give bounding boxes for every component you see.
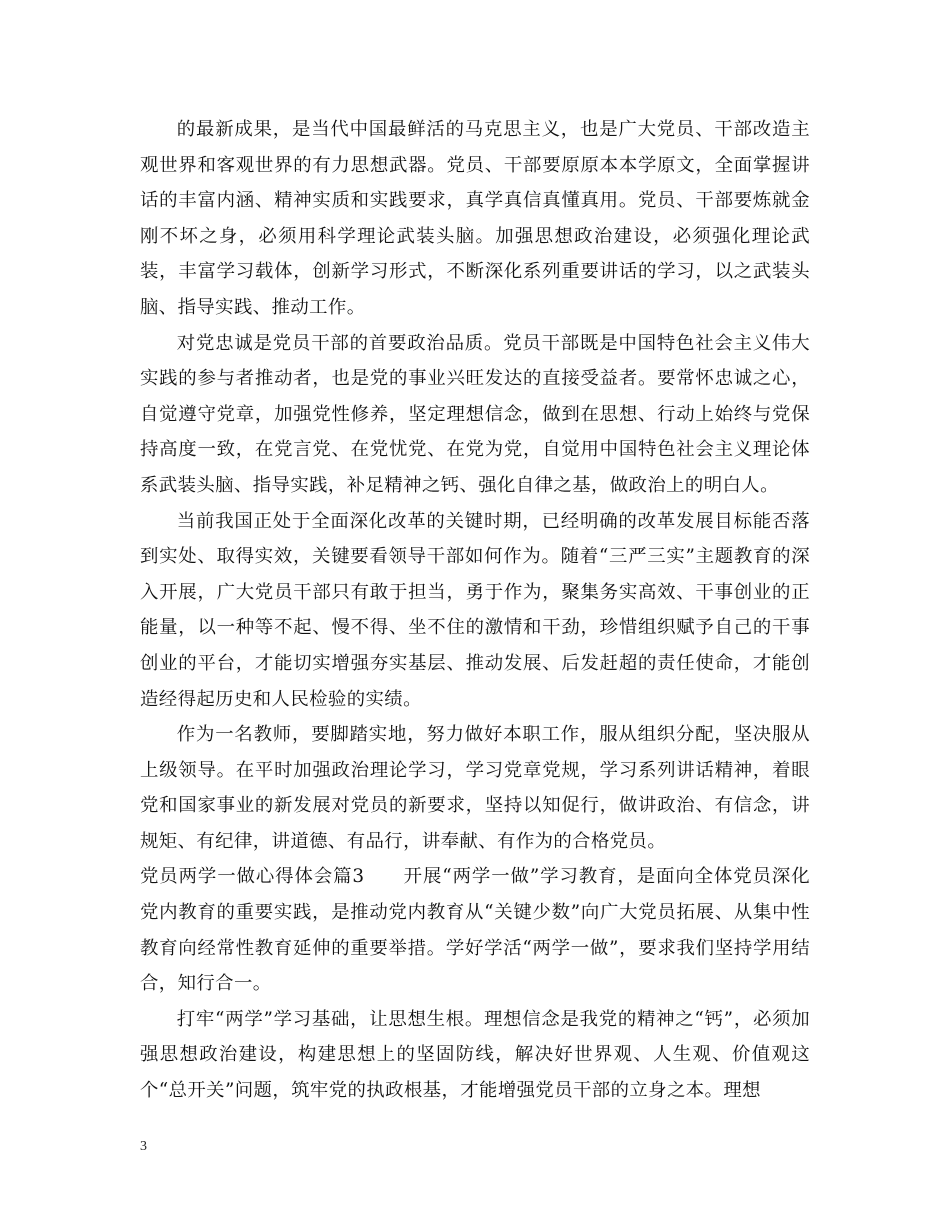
paragraph: 打牢“两学”学习基础，让思想生根。理想信念是我党的精神之“钙”，必须加强思想政治建设，构建思想上的坚固防线，解决好世界观、人生观、价值观这个“总开关”问题，筑牢党的执政根基，才能增强党员干部的立身之本。理想 [140,1008,810,1102]
paragraph: 作为一名教师，要脚踏实地，努力做好本职工作，服从组织分配，坚决服从上级领导。在平时加强政治理论学习，学习党章党规，学习系列讲话精神，着眼党和国家事业的新发展对党员的新要求，坚持以知促行，做讲政治、有信念，讲规矩、有纪律，讲道德、有品行，讲奉献、有作为的合格党员。 [140,724,810,852]
section-heading-paragraph: 党员两学一做心得体会篇3 开展“两学一做”学习教育，是面向全体党员深化党内教育的重要实践，是推动党内教育从“关键少数”向广大党员拓展、从集中性教育向经常性教育延伸的重要举措。学好学活“两学一做”，要求我们坚持学用结合，知行合一。 [140,866,810,995]
paragraph: 当前我国正处于全面深化改革的关键时期，已经明确的改革发展目标能否落到实处、取得实效，关键要看领导干部如何作为。随着“三严三实”主题教育的深入开展，广大党员干部只有敢于担当，勇于作为，聚集务实高效、干事创业的正能量，以一种等不起、慢不得、坐不住的激情和干劲，珍惜组织赋予自己的干事创业的平台，才能切实增强夯实基层、推动发展、后发赶超的责任使命，才能创造经得起历史和人民检验的实绩。 [140,510,810,710]
paragraph: 对党忠诚是党员干部的首要政治品质。党员干部既是中国特色社会主义伟大实践的参与者推动者，也是党的事业兴旺发达的直接受益者。要常怀忠诚之心，自觉遵守党章，加强党性修养，坚定理想信念，做到在思想、行动上始终与党保持高度一致，在党言党、在党忧党、在党为党，自觉用中国特色社会主义理论体系武装头脑、指导实践，补足精神之钙、强化自律之基，做政治上的明白人。 [140,332,810,496]
document-body [140,112,810,1109]
page-number: 3 [140,1139,147,1154]
paragraph: 的最新成果，是当代中国最鲜活的马克思主义，也是广大党员、干部改造主观世界和客观世界的有力思想武器。党员、干部要原原本本学原文，全面掌握讲话的丰富内涵、精神实质和实践要求，真学真信真懂真用。党员、干部要炼就金刚不坏之身，必须用科学理论武装头脑。加强思想政治建设，必须强化理论武装，丰富学习载体，创新学习形式，不断深化系列重要讲话的学习，以之武装头脑、指导实践、推动工作。 [140,119,810,318]
